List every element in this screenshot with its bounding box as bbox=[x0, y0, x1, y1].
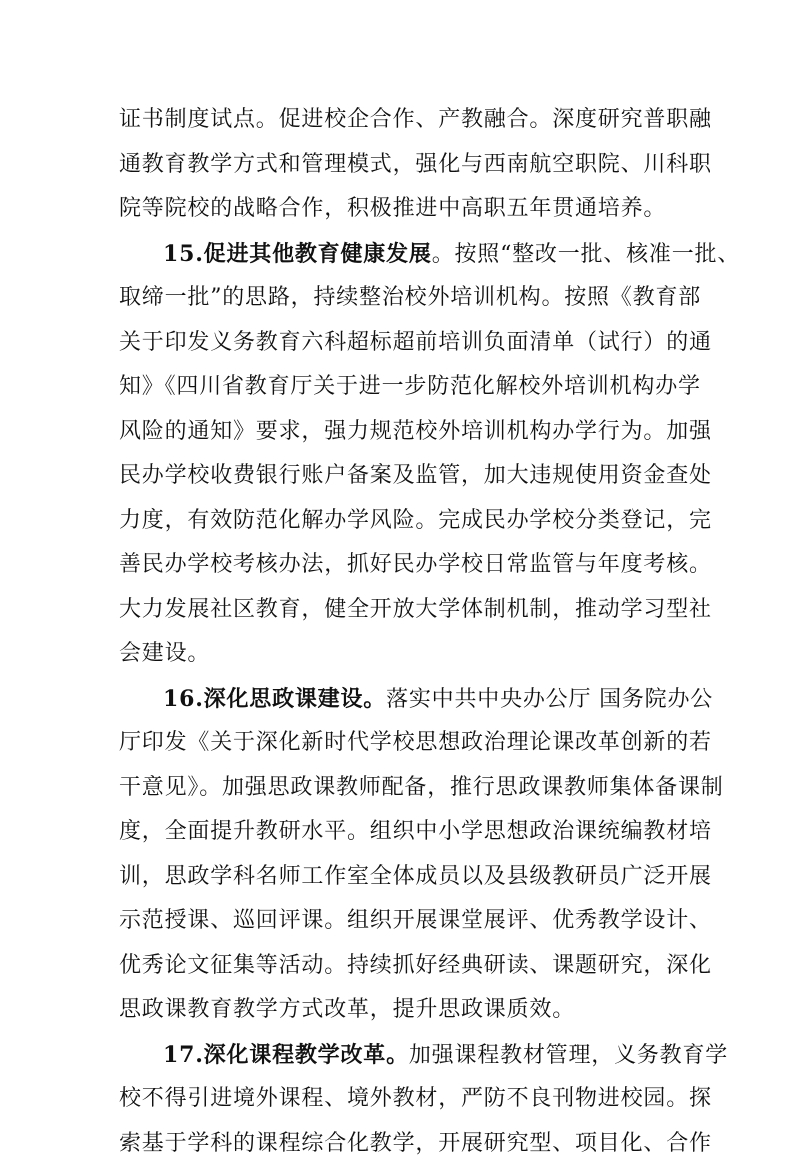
text-line bbox=[119, 1033, 677, 1078]
paragraph bbox=[119, 1033, 677, 1166]
text-line: 善民办学校考核办法，抓好民办学校日常监管与年度考核。 bbox=[119, 543, 677, 588]
text-line: 优秀论文征集等活动。持续抓好经典研读、课题研究，深化 bbox=[119, 944, 677, 989]
text-line: 会建设。 bbox=[119, 632, 677, 677]
paragraph bbox=[119, 232, 677, 677]
text-line: 民办学校收费银行账户备案及监管，加大违规使用资金查处 bbox=[119, 454, 677, 499]
text-line: 通教育教学方式和管理模式，强化与西南航空职院、川科职 bbox=[119, 143, 677, 188]
text-line: 取缔一批”的思路，持续整治校外培训机构。按照《教育部 bbox=[119, 276, 677, 321]
text-line: 厅印发《关于深化新时代学校思想政治理论课改革创新的若 bbox=[119, 721, 677, 766]
text-line bbox=[119, 232, 677, 277]
text-line: 大力发展社区教育，健全开放大学体制机制，推动学习型社 bbox=[119, 588, 677, 633]
text-line: 校不得引进境外课程、境外教材，严防不良刊物进校园。探 bbox=[119, 1077, 677, 1122]
text-line: 院等院校的战略合作，积极推进中高职五年贯通培养。 bbox=[119, 187, 677, 232]
text-line: 度，全面提升教研水平。组织中小学思想政治课统编教材培 bbox=[119, 810, 677, 855]
section-heading: 17.深化课程教学改革。 bbox=[163, 1042, 409, 1068]
text-line: 思政课教育教学方式改革，提升思政课质效。 bbox=[119, 988, 677, 1033]
text-span: 。按照“整改一批、核准一批、 bbox=[432, 242, 740, 267]
text-line: 力度，有效防范化解办学风险。完成民办学校分类登记，完 bbox=[119, 499, 677, 544]
text-line: 关于印发义务教育六科超标超前培训负面清单（试行）的通 bbox=[119, 321, 677, 366]
text-line: 示范授课、巡回评课。组织开展课堂展评、优秀教学设计、 bbox=[119, 899, 677, 944]
paragraph bbox=[119, 677, 677, 1033]
text-line: 证书制度试点。促进校企合作、产教融合。深度研究普职融 bbox=[119, 98, 677, 143]
text-span: 落实中共中央办公厅 国务院办公 bbox=[386, 687, 713, 712]
section-heading: 16.深化思政课建设。 bbox=[163, 686, 386, 712]
paragraph bbox=[119, 98, 677, 232]
text-line: 风险的通知》要求，强力规范校外培训机构办学行为。加强 bbox=[119, 410, 677, 455]
text-line: 索基于学科的课程综合化教学，开展研究型、项目化、合作 bbox=[119, 1122, 677, 1166]
text-span: 加强课程教材管理，义务教育学 bbox=[409, 1043, 728, 1068]
text-line: 训，思政学科名师工作室全体成员以及县级教研员广泛开展 bbox=[119, 855, 677, 900]
document-page bbox=[119, 98, 677, 1166]
text-line: 知》《四川省教育厅关于进一步防范化解校外培训机构办学 bbox=[119, 365, 677, 410]
section-heading: 15.促进其他教育健康发展 bbox=[163, 241, 432, 267]
text-line bbox=[119, 677, 677, 722]
text-line: 干意见》。加强思政课教师配备，推行思政课教师集体备课制 bbox=[119, 766, 677, 811]
